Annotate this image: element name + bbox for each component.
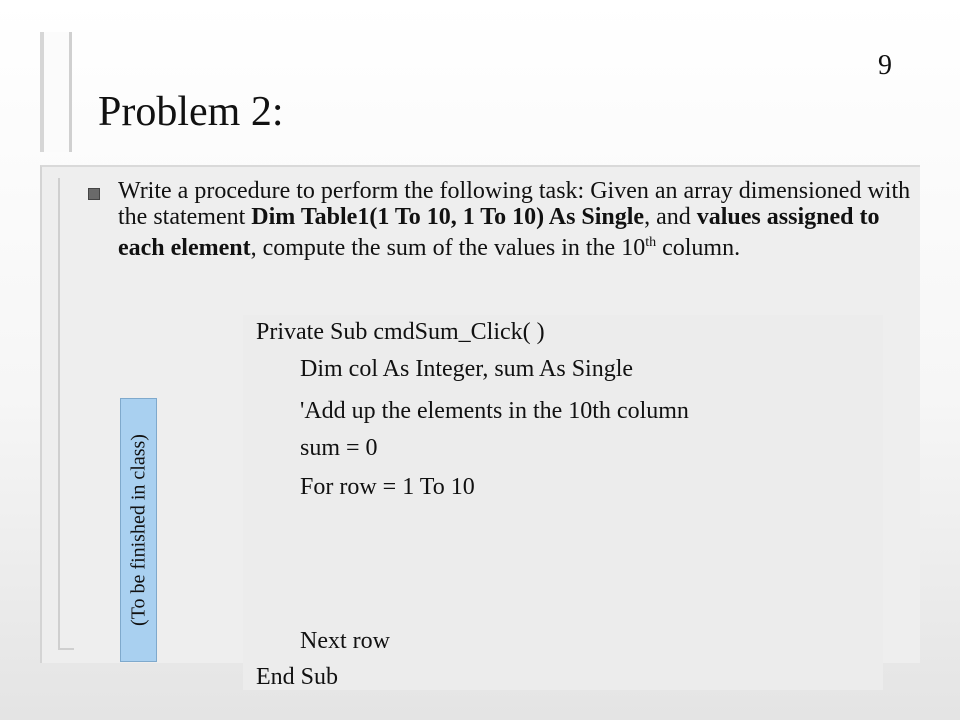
code-line-next: Next row <box>300 628 390 654</box>
statement-text-2: , and <box>644 204 697 230</box>
statement-bold-2: values assigned to each element <box>118 204 880 261</box>
statement-bold-1: Dim Table1(1 To 10, 1 To 10) As Single <box>251 204 645 230</box>
code-line-end-sub: End Sub <box>256 664 339 690</box>
statement-superscript: th <box>645 235 657 250</box>
content-frame <box>58 178 74 650</box>
problem-statement <box>118 178 918 261</box>
code-block <box>243 315 883 690</box>
bullet-square-icon <box>88 188 100 200</box>
side-note-box <box>120 398 157 662</box>
statement-text-3: , compute the sum of the values in the 10 <box>250 235 646 261</box>
statement-text-4: column. <box>656 235 741 261</box>
code-line-for: For row = 1 To 10 <box>300 474 475 500</box>
slide-title: Problem 2: <box>98 89 284 135</box>
code-line-comment: 'Add up the elements in the 10th column <box>300 398 689 424</box>
code-line-dim: Dim col As Integer, sum As Single <box>300 356 634 382</box>
statement-text-1: Write a procedure to perform the following task: Given an array dimensioned with the statement <box>118 178 911 230</box>
side-note-text: (To be finished in class) <box>127 434 149 626</box>
code-line-sub-header: Private Sub cmdSum_Click( ) <box>256 319 545 345</box>
slide-number: 9 <box>878 50 892 81</box>
title-accent-bar <box>40 32 72 152</box>
code-line-sum-init: sum = 0 <box>300 435 378 461</box>
